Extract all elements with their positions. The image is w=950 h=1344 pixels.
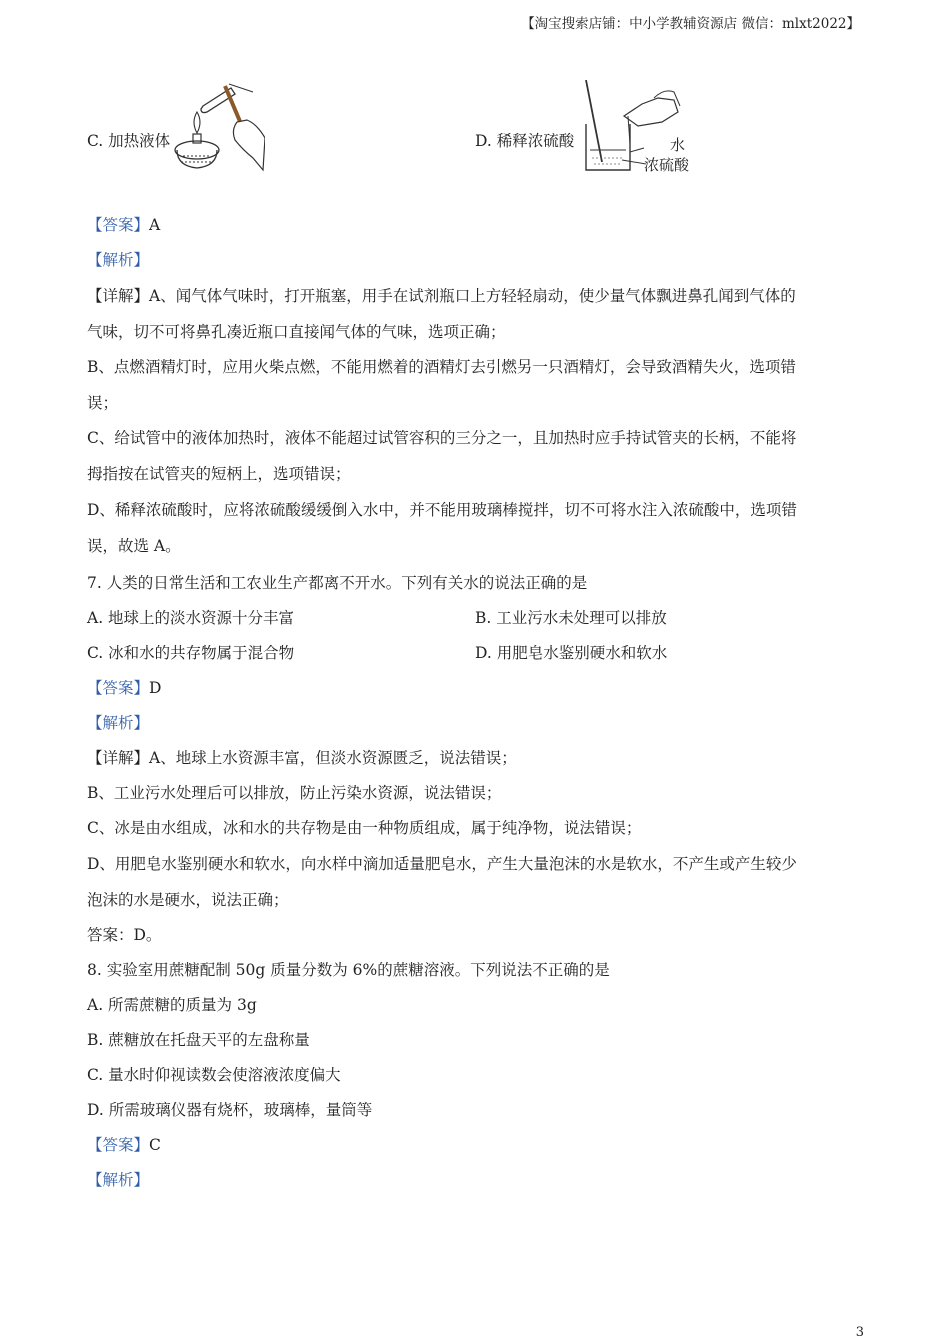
q6-answer [87, 214, 160, 236]
figure-label-water: 水 [670, 136, 686, 154]
q7-detail-line-3: C、冰是由水组成，冰和水的共存物是由一种物质组成，属于纯净物，说法错误； [87, 819, 642, 837]
q6-detail-line-3: B、点燃酒精灯时，应用火柴点燃，不能用燃着的酒精灯去引燃另一只酒精灯，会导致酒精失火，选项错 [87, 358, 796, 376]
q6-option-c-label: C. 加热液体 [87, 132, 171, 150]
page-number: 3 [855, 1325, 864, 1340]
detail-text: A、闻气体气味时，打开瓶塞，用手在试剂瓶口上方轻轻扇动，使少量气体飘进鼻孔闻到气体的 [149, 287, 796, 305]
q7-option-a: A. 地球上的淡水资源十分丰富 [87, 609, 295, 627]
q6-detail-line-2: 气味，切不可将鼻孔凑近瓶口直接闻气体的气味，选项正确； [87, 323, 506, 341]
figure-label-acid: 浓硫酸 [644, 156, 690, 174]
q7-answer [87, 677, 161, 699]
q7-analysis-tag: 【解析】 [87, 714, 150, 732]
detail-tag: 【详解】 [87, 749, 150, 767]
q8-option-a: A. 所需蔗糖的质量为 3g [87, 996, 257, 1014]
q8-option-d: D. 所需玻璃仪器有烧杯，玻璃棒，量筒等 [87, 1101, 373, 1119]
q8-option-c: C. 量水时仰视读数会使溶液浓度偏大 [87, 1066, 341, 1084]
header-shop-info: 【淘宝搜索店铺：中小学教辅资源店 微信：mlxt2022】 [521, 16, 860, 32]
answer-value: C [149, 1136, 161, 1154]
q7-option-c: C. 冰和水的共存物属于混合物 [87, 644, 295, 662]
answer-tag: 【答案】 [87, 216, 150, 234]
q6-detail-line-8: 误，故选 A。 [87, 537, 181, 555]
q6-detail-line-1 [87, 285, 796, 307]
answer-tag: 【答案】 [87, 1136, 150, 1154]
answer-value: D [149, 679, 162, 697]
q7-option-b: B. 工业污水未处理可以排放 [475, 609, 667, 627]
detail-text: A、地球上水资源丰富，但淡水资源匮乏，说法错误； [149, 749, 517, 767]
q8-answer [87, 1134, 161, 1156]
answer-tag: 【答案】 [87, 679, 150, 697]
q8-stem: 8. 实验室用蔗糖配制 50g 质量分数为 6%的蔗糖溶液。下列说法不正确的是 [87, 961, 610, 979]
q6-option-d-label: D. 稀释浓硫酸 [475, 132, 575, 150]
q6-detail-line-7: D、稀释浓硫酸时，应将浓硫酸缓缓倒入水中，并不能用玻璃棒搅拌，切不可将水注入浓硫酸中，选项错 [87, 501, 797, 519]
q7-detail-line-5: 泡沫的水是硬水，说法正确； [87, 891, 289, 909]
q7-detail-line-4: D、用肥皂水鉴别硬水和软水，向水样中滴加适量肥皂水，产生大量泡沫的水是软水，不产生或产生较少 [87, 855, 797, 873]
q7-detail-line-1 [87, 747, 517, 769]
q7-option-d: D. 用肥皂水鉴别硬水和软水 [475, 644, 668, 662]
q8-option-b: B. 蔗糖放在托盘天平的左盘称量 [87, 1031, 310, 1049]
answer-value: A [149, 216, 161, 234]
q8-analysis-tag: 【解析】 [87, 1171, 150, 1189]
q7-stem: 7. 人类的日常生活和工农业生产都离不开水。下列有关水的说法正确的是 [87, 574, 588, 592]
q7-detail-line-2: B、工业污水处理后可以排放，防止污染水资源，说法错误； [87, 784, 502, 802]
q6-detail-line-6: 拇指按在试管夹的短柄上，选项错误； [87, 465, 351, 483]
q6-analysis-tag: 【解析】 [87, 251, 150, 269]
q6-detail-line-5: C、给试管中的液体加热时，液体不能超过试管容积的三分之一，且加热时应手持试管夹的长柄，不能将 [87, 429, 797, 447]
q6-detail-line-4: 误； [87, 394, 119, 412]
heating-liquid-figure [173, 78, 265, 174]
q7-detail-line-6: 答案：D。 [87, 926, 162, 944]
detail-tag: 【详解】 [87, 287, 150, 305]
